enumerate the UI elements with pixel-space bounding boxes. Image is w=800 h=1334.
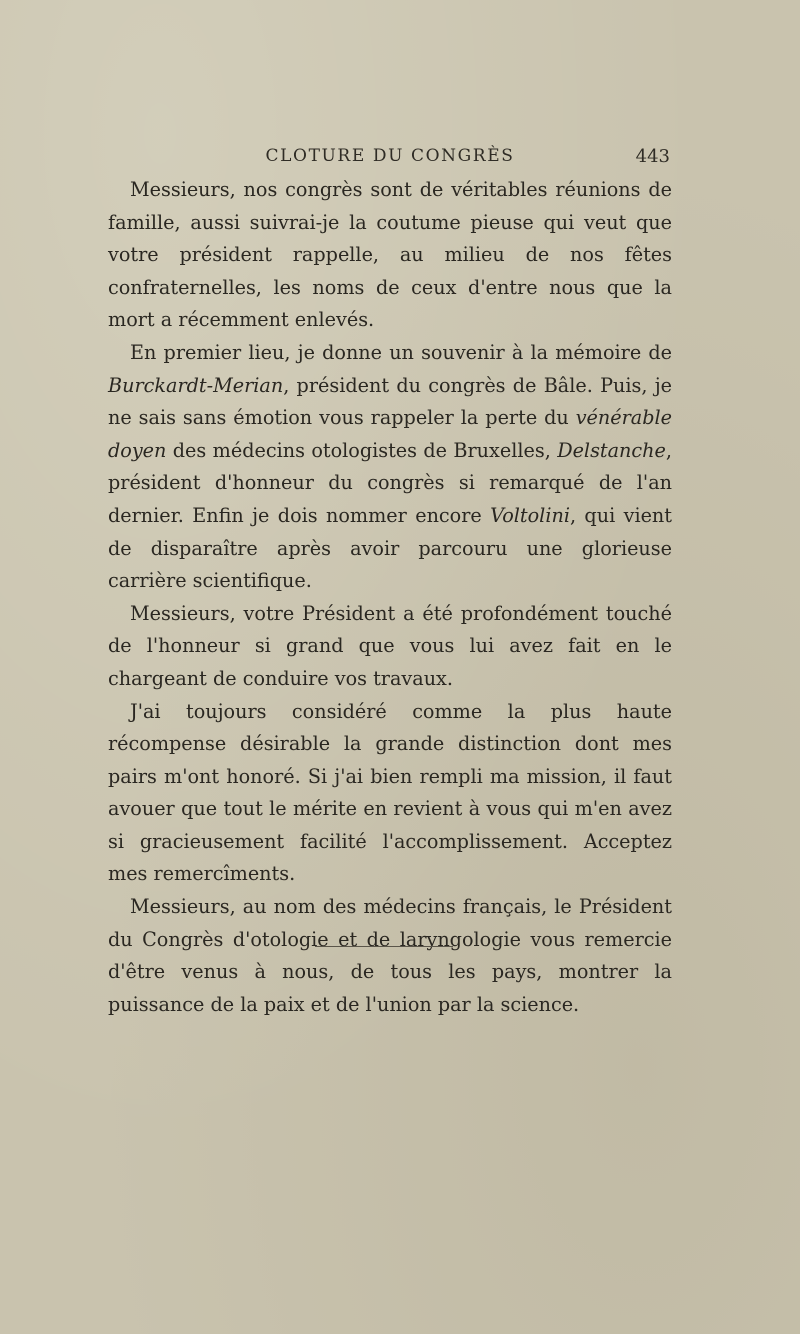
phrase-venerable-doyen: vénérable doyen <box>108 406 672 462</box>
paragraph-4 <box>108 696 672 892</box>
body-text <box>108 174 672 1021</box>
paragraph-text: J'ai toujours considéré comme la plus haute récompense désirable la grande distinction dont mes pairs m'ont honoré. Si j'ai bien rempli ma mission, il faut avouer que tout le mérite en revient à vous qui m'en avez si gracieusement facilité l'accomplissement. Acceptez mes remercîments. <box>108 699 672 886</box>
paragraph-text: des médecins otologistes de Bruxelles, <box>166 438 558 462</box>
paragraph-5 <box>108 891 672 1021</box>
running-head <box>110 146 670 172</box>
paragraph-text: , président d'honneur du congrès si remarqué de l'an dernier. Enfin je dois nommer encore <box>108 438 672 527</box>
person-name-voltolini: Voltolini <box>490 503 570 527</box>
running-title: CLOTURE DU CONGRÈS <box>265 146 515 166</box>
person-name-delstanche: Delstanche <box>557 438 666 462</box>
paragraph-text: , président du congrès de Bâle. Puis, je ne sais sans émotion vous rappeler la perte du <box>108 373 672 430</box>
paragraph-text: , qui vient de disparaître après avoir parcouru une glorieuse carrière scientifique. <box>108 503 672 593</box>
paragraph-text: Messieurs, votre Président a été profondément touché de l'honneur si grand que vous lui avez fait en le chargeant de conduire vos travaux. <box>108 601 672 690</box>
person-name-burckardt-merian: Burckardt-Merian <box>108 373 284 397</box>
paragraph-2 <box>108 337 672 598</box>
paragraph-text: Messieurs, nos congrès sont de véritables réunions de famille, aussi suivrai-je la coutume pieuse qui veut que votre président rappelle, au milieu de nos fêtes confraternelles, les noms de ceux d'entre nous que la mort a récemment enlevés. <box>108 178 672 332</box>
page-number: 443 <box>635 146 670 167</box>
closing-rule <box>315 946 453 947</box>
paragraph-text: Messieurs, au nom des médecins français, le Président du Congrès d'otologie et de laryngologie vous remercie d'être venus à nous, de tous les pays, montrer la puissance de la paix et de l'union par la science. <box>108 895 672 1016</box>
paragraph-3 <box>108 598 672 696</box>
paragraph-text: En premier lieu, je donne un souvenir à la mémoire de <box>130 340 672 364</box>
paragraph-1 <box>108 174 672 337</box>
